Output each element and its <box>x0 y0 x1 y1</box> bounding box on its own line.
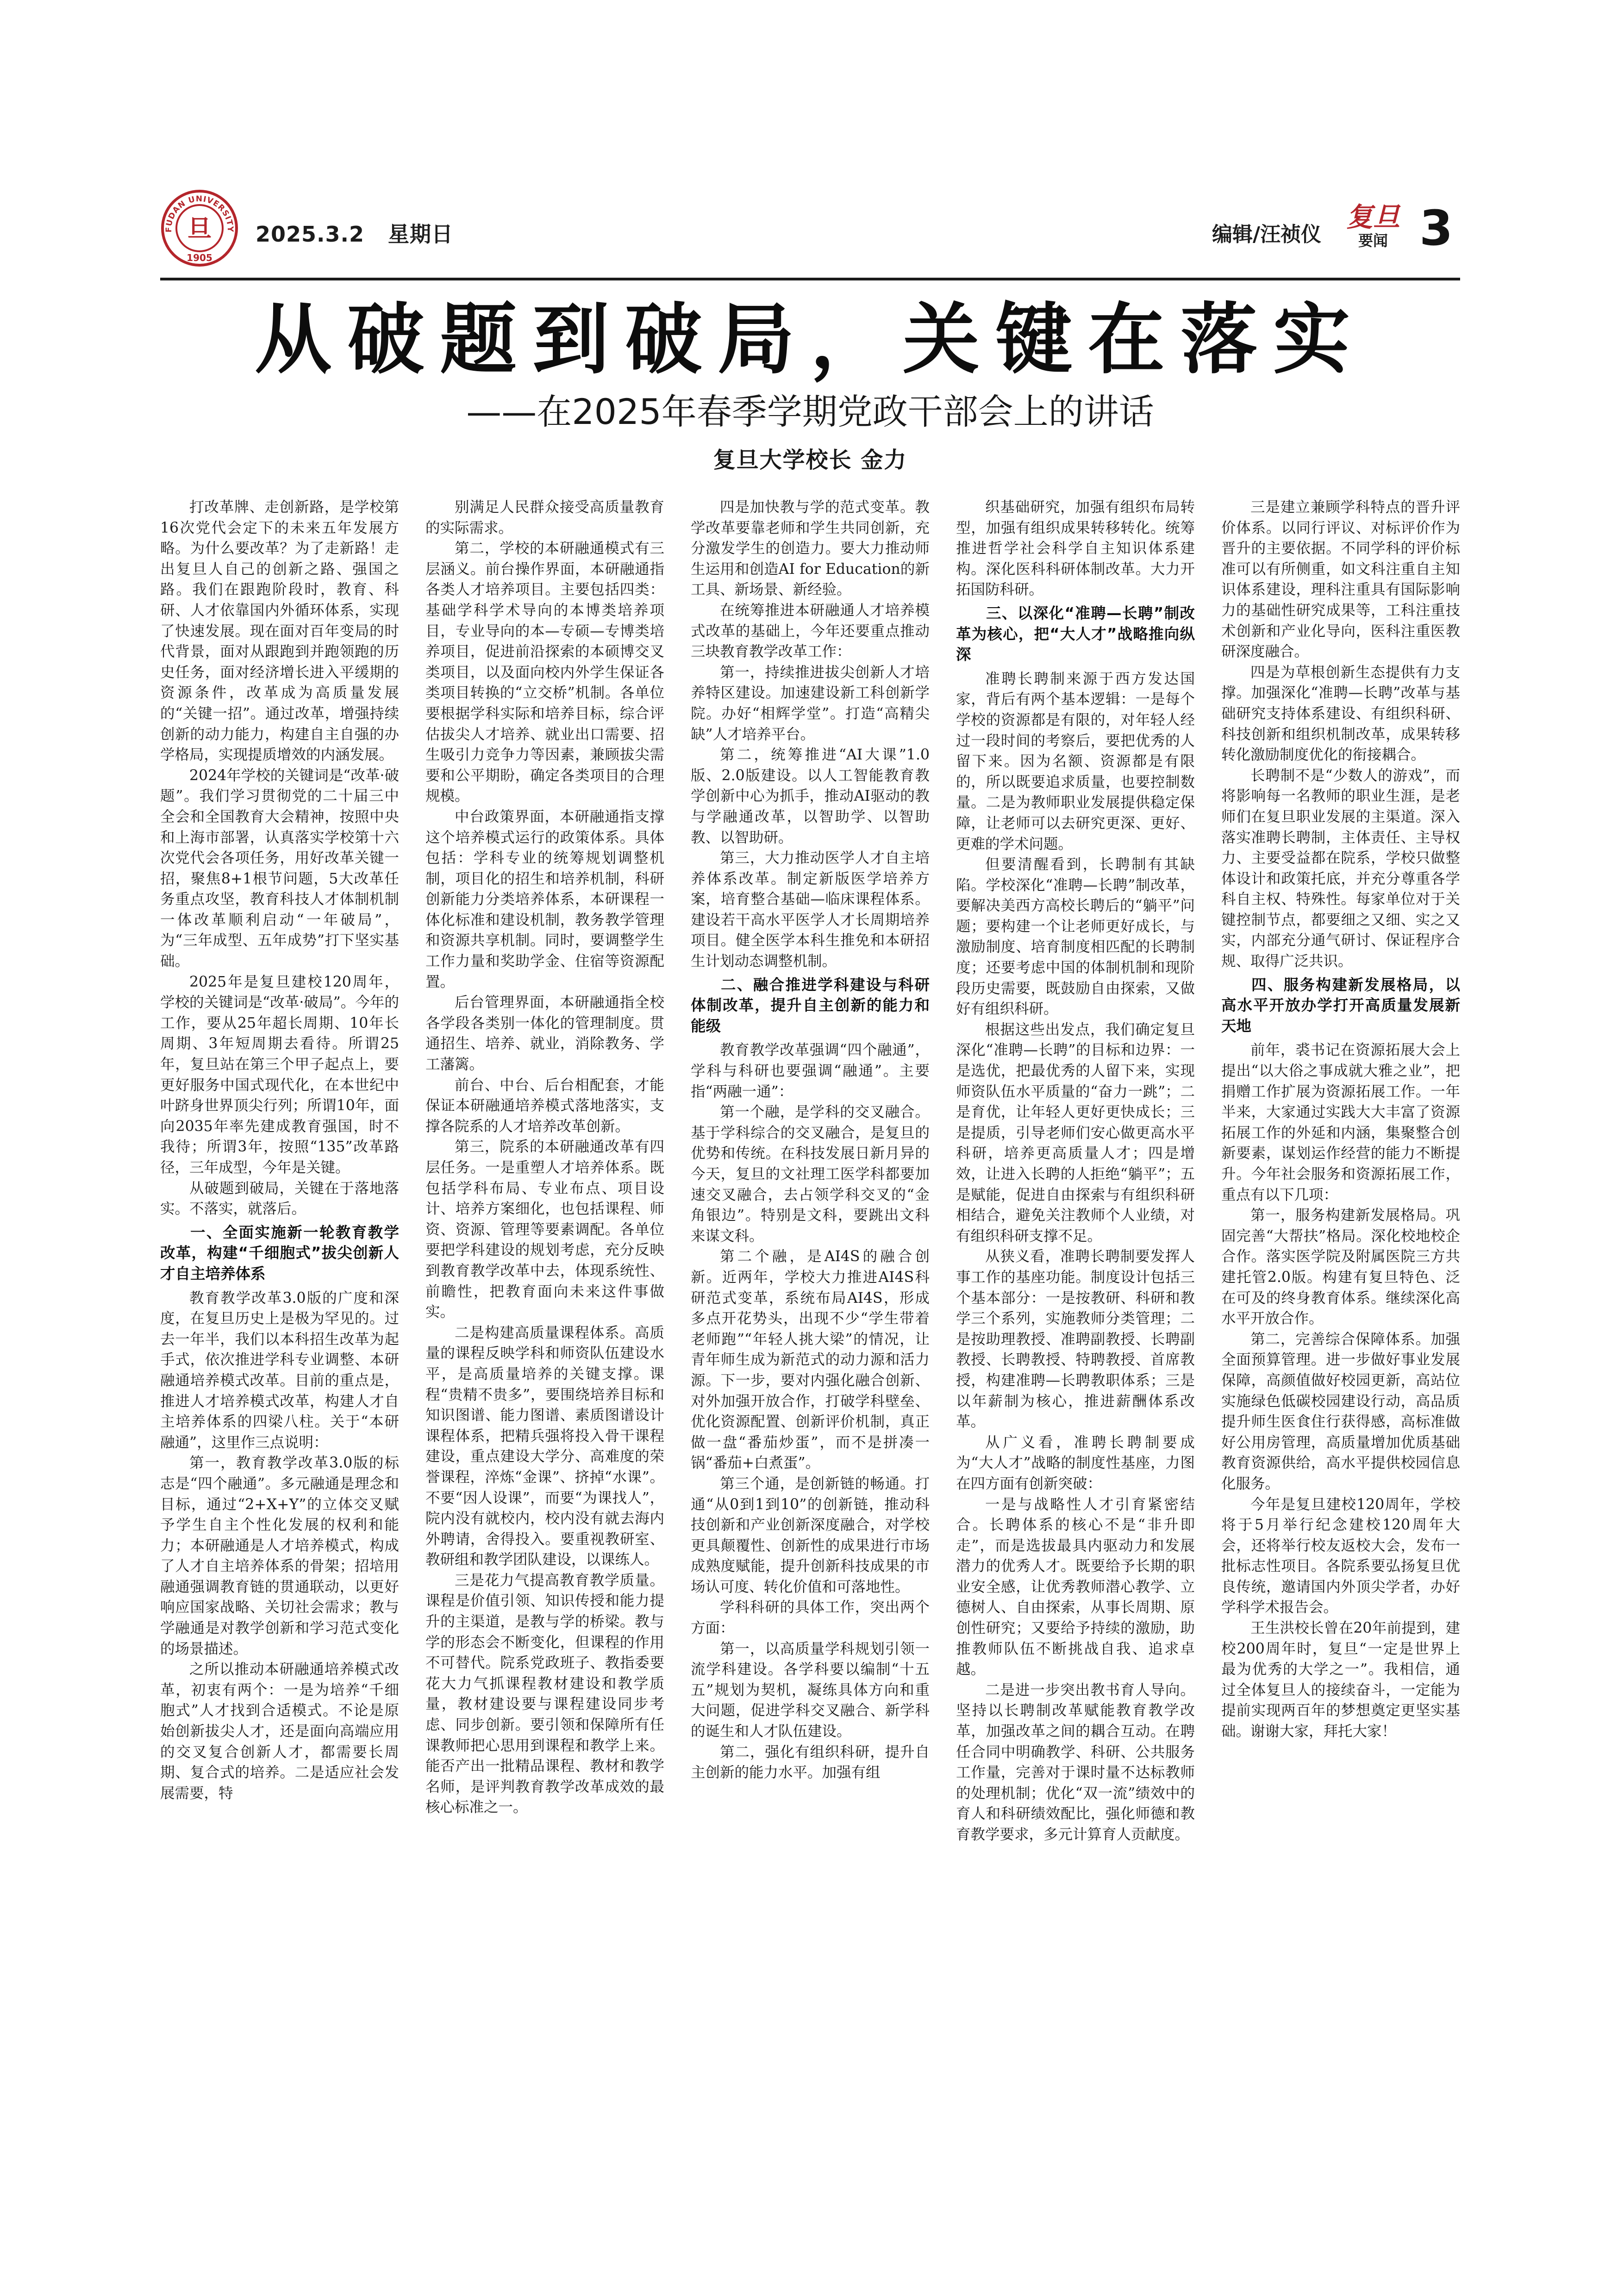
paragraph: 第二，学校的本研融通模式有三层涵义。前台操作界面，本研融通指各类人才培养项目。主要包括四类：基础学科学术导向的本博类培养项目，专业导向的本—专硕—专博类培养项目，促进前沿探索的本硕博交叉类项目，以及面向校内外学生保证各类项目转换的“立交桥”机制。各单位要根据学科实际和培养目标，综合评估拔尖人才培养、就业出口需要、招生吸引力竞争力等因素，兼顾拔尖需要和公平期盼，确定各类项目的合理规模。 <box>425 540 664 805</box>
issue-date <box>256 218 453 248</box>
paragraph: 从广义看，准聘长聘制要成为“大人才”战略的制度性基座，力图在四方面有创新突破： <box>956 1434 1195 1492</box>
paragraph: 第三，院系的本研融通改革有四层任务。一是重塑人才培养体系。既包括学科布局、专业布点、项目设计、培养方案细化，也包括课程、师资、资源、管理等要素调配。各单位要把学科建设的规划考虑，充分反映到教育教学改革中去，体现系统性、前瞻性，把教育面向未来这件事做实。 <box>425 1139 664 1321</box>
editor-credit: 编辑/汪祯仪 <box>1212 223 1322 246</box>
paragraph: 学科科研的具体工作，突出两个方面： <box>691 1599 930 1637</box>
article-column-3 <box>691 497 930 2108</box>
paragraph: 教育教学改革3.0版的广度和深度，在复旦历史上是极为罕见的。过去一年半，我们以本科招生改革为起手式，依次推进学科专业调整、本研融通培养模式改革。目前的重点是，推进人才培养模式改革，构建人才自主培养体系的四梁八柱。关于“本研融通”，这里作三点说明： <box>160 1289 399 1451</box>
paragraph: 第二个融，是AI4S的融合创新。近两年，学校大力推进AI4S科研范式变革，系统布局AI4S，形成多点开花势头，出现不少“学生带着老师跑”“年轻人挑大梁”的情况，让青年师生成为新范式的动力源和活力源。下一步，要对内强化融合创新、对外加强开放合作，打破学科壁垒、优化资源配置、创新评价机制，真正做一盘“番茄炒蛋”，而不是拼凑一锅“番茄+白煮蛋”。 <box>691 1248 930 1472</box>
masthead <box>160 189 1460 277</box>
paragraph: 教育教学改革强调“四个融通”，学科与科研也要强调“融通”。主要指“两融一通”： <box>691 1042 930 1100</box>
paragraph: 在统筹推进本研融通人才培养模式改革的基础上，今年还要重点推动三块教育教学改革工作： <box>691 602 930 660</box>
paragraph: 中台政策界面，本研融通指支撑这个培养模式运行的政策体系。具体包括：学科专业的统筹规划调整机制，项目化的招生和培养机制，科研创新能力分类培养体系，本研课程一体化标准和建设机制，教务教学管理和资源共享机制。同时，要调整学生工作力量和奖助学金、住宿等资源配置。 <box>425 808 664 990</box>
paragraph: 二是进一步突出教书育人导向。坚持以长聘制改革赋能教育教学改革，加强改革之间的耦合互动。在聘任合同中明确教学、科研、公共服务工作量，完善对于课时量不达标教师的处理机制；优化“双一流”绩效中的育人和科研绩效配比，强化师德和教育教学要求，多元计算育人贡献度。 <box>956 1681 1195 1843</box>
paragraph: 第二，统筹推进“AI大课”1.0版、2.0版建设。以人工智能教育教学创新中心为抓手，推动AI驱动的教与学融通改革，以智助学、以智助教、以智助研。 <box>691 747 930 846</box>
article-column-1 <box>160 497 399 2108</box>
paragraph: 第二，完善综合保障体系。加强全面预算管理。进一步做好事业发展保障，高颜值做好校园更新，高站位实施绿色低碳校园建设行动，高品质提升师生医食住行获得感，高标准做好公用房管理，高质量增加优质基础教育资源供给，高水平提供校园信息化服务。 <box>1221 1331 1460 1492</box>
paragraph: 三是花力气提高教育教学质量。课程是价值引领、知识传授和能力提升的主渠道，是教与学的桥梁。教与学的形态会不断变化，但课程的作用不可替代。院系党政班子、教指委要花大力气抓课程教材建设和教学质量，教材建设要与课程建设同步考虑、同步创新。要引领和保障所有任课教师把心思用到课程和教学上来。能否产出一批精品课程、教材和教学名师，是评判教育教学改革成效的最核心标准之一。 <box>425 1572 664 1816</box>
paragraph: 根据这些出发点，我们确定复旦深化“准聘—长聘”的目标和边界：一是选优，把最优秀的人留下来，实现师资队伍水平质量的“奋力一跳”；二是育优，让年轻人更好更快成长；三是提质，引导老师们安心做更高水平科研，培养更高质量人才；四是增效，让进入长聘的人拒绝“躺平”；五是赋能，促进自由探索与有组织科研相结合，避免关注教师个人业绩，对有组织科研支撑不足。 <box>956 1021 1195 1244</box>
weekday-value: 星期日 <box>388 222 454 247</box>
section-heading: 四、服务构建新发展格局，以高水平开放办学打开高质量发展新天地 <box>1221 976 1460 1035</box>
section-heading: 一、全面实施新一轮教育教学改革，构建“千细胞式”拔尖创新人才自主培养体系 <box>160 1223 399 1282</box>
section-name: 要闻 <box>1358 232 1388 249</box>
article-byline: 复旦大学校长 金力 <box>713 447 907 473</box>
paragraph: 后台管理界面，本研融通指全校各学段各类别一体化的管理制度。贯通招生、培养、就业，消除教务、学工藩篱。 <box>425 994 664 1073</box>
paragraph: 前台、中台、后台相配套，才能保证本研融通培养模式落地落实，支撑各院系的人才培养改革创新。 <box>425 1076 664 1135</box>
paragraph: 2024年学校的关键词是“改革·破题”。我们学习贯彻党的二十届三中全会和全国教育大会精神，按照中央和上海市部署，认真落实学校第十六次党代会各项任务，用好改革关键一招，聚焦8+1根节问题，5大改革任务重点攻坚，教育科技人才体制机制一体改革顺利启动“一年破局”，为“三年成型、五年成势”打下坚实基础。 <box>160 767 399 970</box>
section-brand <box>1345 203 1401 250</box>
paragraph: 但要清醒看到，长聘制有其缺陷。学校深化“准聘—长聘”制改革，要解决美西方高校长聘后的“躺平”问题；要构建一个让老师更好成长，与激励制度、培育制度相匹配的长聘制度；还要考虑中国的体制机制和现阶段历史需要，既鼓励自由探索，又做好有组织科研。 <box>956 856 1195 1018</box>
paragraph: 四是为草根创新生态提供有力支撑。加强深化“准聘—长聘”改革与基础研究支持体系建设、有组织科研、科技创新和组织机制改革，成果转移转化激励制度优化的衔接耦合。 <box>1221 664 1460 764</box>
paragraph: 织基础研究，加强有组织布局转型，加强有组织成果转移转化。统筹推进哲学社会科学自主知识体系建构。深化医科科研体制改革。大力开拓国防科研。 <box>956 499 1195 598</box>
paragraph: 长聘制不是“少数人的游戏”，而将影响每一名教师的职业生涯，是老师们在复旦职业发展的主渠道。深入落实准聘长聘制，主体责任、主导权力、主要受益都在院系，学校只做整体设计和政策托底，并充分尊重各学科自主权、特殊性。每家单位对于关键控制节点，都要细之又细、实之又实，内部充分通气研讨、保证程序合规、取得广泛共识。 <box>1221 767 1460 970</box>
svg-text:FUDAN UNIVERSITY: FUDAN UNIVERSITY <box>164 194 235 233</box>
article-title: 从破题到破局，关键在落实 <box>255 295 1366 385</box>
paragraph: 三是建立兼顾学科特点的晋升评价体系。以同行评议、对标评价作为晋升的主要依据。不同学科的评价标准可以有所侧重，如文科注重自主知识体系建设，理科注重具有国际影响力的基础性研究成果等，工科注重技术创新和产业化导向，医科注重医教研深度融合。 <box>1221 499 1460 660</box>
paragraph: 第二，强化有组织科研，提升自主创新的能力水平。加强有组 <box>691 1743 930 1781</box>
section-heading: 三、以深化“准聘—长聘”制改革为核心，把“大人才”战略推向纵深 <box>956 604 1195 664</box>
paragraph: 第一，持续推进拔尖创新人才培养特区建设。加速建设新工科创新学院。办好“相辉学堂”。打造“高精尖缺”人才培养平台。 <box>691 664 930 743</box>
page-number: 3 <box>1419 200 1453 256</box>
paragraph: 第一，服务构建新发展格局。巩固完善“大帮扶”格局。深化校地校企合作。落实医学院及附属医院三方共建托管2.0版。构建有复旦特色、泛在可及的终身教育体系。继续深化高水平开放合作。 <box>1221 1207 1460 1327</box>
paragraph: 四是加快教与学的范式变革。教学改革要靠老师和学生共同创新，充分激发学生的创造力。要大力推动师生运用和创造AI for Education的新工具、新场景、新经验。 <box>691 499 930 598</box>
paragraph: 第一，教育教学改革3.0版的标志是“四个融通”。多元融通是理念和目标，通过“2+X+Y”的立体交叉赋予学生自主个性化发展的权利和能力；本研融通是人才培养模式，构成了人才自主培养体系的骨架；招培用融通强调教育链的贯通联动，以更好响应国家战略、关切社会需求；教与学融通是对教学创新和学习范式变化的场景描述。 <box>160 1455 399 1657</box>
paragraph: 第三，大力推动医学人才自主培养体系改革。制定新版医学培养方案，培育整合基础—临床课程体系。建设若干高水平医学人才长周期培养项目。健全医学本科生推免和本研招生计划动态调整机制。 <box>691 850 930 970</box>
paragraph: 之所以推动本研融通培养模式改革，初衷有两个：一是为培养“千细胞式”人才找到合适模式。不论是原始创新拔尖人才，还是面向高端应用的交叉复合创新人才，都需要长周期、复合式的培养。二是适应社会发展需要，特 <box>160 1661 399 1802</box>
university-seal-icon <box>160 189 239 268</box>
brand-name: 复旦 <box>1346 201 1400 233</box>
section-heading: 二、融合推进学科建设与科研体制改革，提升自主创新的能力和能级 <box>691 976 930 1035</box>
paragraph: 二是构建高质量课程体系。高质量的课程反映学科和师资队伍建设水平，是高质量培养的关键支撑。课程“贵精不贵多”，要围绕培养目标和知识图谱、能力图谱、素质图谱设计课程体系，把精兵强将投入骨干课程建设，重点建设大学分、高难度的荣誉课程，淬炼“金课”、挤掉“水课”。不要“因人设课”，而要“为课找人”，院内没有就校内，校内没有就去海内外聘请，舍得投入。要重视教研室、教研组和教学团队建设，以课练人。 <box>425 1324 664 1568</box>
article-column-5 <box>1221 497 1460 2108</box>
svg-text:旦: 旦 <box>187 215 212 243</box>
paragraph: 从破题到破局，关键在于落地落实。不落实，就落后。 <box>160 1180 399 1218</box>
paragraph: 第三个通，是创新链的畅通。打通“从0到1到10”的创新链，推动科技创新和产业创新深度融合，对学校更具颠覆性、创新性的成果进行市场成熟度赋能，提升创新科技成果的市场认可度、转化价值和可落地性。 <box>691 1475 930 1595</box>
article-column-4 <box>956 497 1195 2108</box>
paragraph: 今年是复旦建校120周年，学校将于5月举行纪念建校120周年大会，还将举行校友返校大会，发布一批标志性项目。各院系要弘扬复旦优良传统，邀请国内外顶尖学者，办好学科学术报告会。 <box>1221 1496 1460 1616</box>
paragraph: 准聘长聘制来源于西方发达国家，背后有两个基本逻辑：一是每个学校的资源都是有限的，对年轻人经过一段时间的考察后，要把优秀的人留下来。因为名额、资源都是有限的，所以既要追求质量，也要控制数量。二是为教师职业发展提供稳定保障，让老师可以去研究更深、更好、更难的学术问题。 <box>956 670 1195 852</box>
paragraph: 别满足人民群众接受高质量教育的实际需求。 <box>425 499 664 536</box>
paragraph: 第一个融，是学科的交叉融合。基于学科综合的交叉融合，是复旦的优势和传统。在科技发展日新月异的今天，复旦的文社理工医学科都要加速交叉融合，去占领学科交叉的“金角银边”。特别是文科，要跳出文科来谋文科。 <box>691 1104 930 1244</box>
paragraph: 2025年是复旦建校120周年，学校的关键词是“改革·破局”。今年的工作，要从25年超长周期、10年长周期、3年短周期去看待。所谓25年，复旦站在第三个甲子起点上，要更好服务中国式现代化，在本世纪中叶跻身世界顶尖行列；所谓10年，面向2035年率先建成教育强国，时不我待；所谓3年，按照“135”改革路径，三年成型，今年是关键。 <box>160 973 399 1176</box>
paragraph: 王生洪校长曾在20年前提到，建校200周年时，复旦“一定是世界上最为优秀的大学之一”。我相信，通过全体复旦人的接续奋斗，一定能为提前实现两百年的梦想奠定更坚实基础。谢谢大家，拜托大家！ <box>1221 1620 1460 1740</box>
paragraph: 打改革牌、走创新路，是学校第16次党代会定下的未来五年发展方略。为什么要改革？为了走新路！走出复旦人自己的创新之路、强国之路。我们在跟跑阶段时，教育、科研、人才依靠国内外循环体系，实现了快速发展。现在面对百年变局的时代背景，面对从跟跑到并跑领跑的历史任务，面对经济增长进入平缓期的资源条件，改革成为高质量发展的“关键一招”。通过改革，增强持续创新的动力能力，构建自主自强的办学格局，实现提质增效的内涵发展。 <box>160 499 399 764</box>
date-value: 2025.3.2 <box>256 222 364 247</box>
paragraph: 前年，裘书记在资源拓展大会上提出“以大俗之事成就大雅之业”，把捐赠工作扩展为资源拓展工作。一年半来，大家通过实践大大丰富了资源拓展工作的外延和内涵，集聚整合创新要素，谋划运作经营的能力不断提升。今年社会服务和资源拓展工作，重点有以下几项： <box>1221 1042 1460 1203</box>
article-column-2 <box>425 497 664 2108</box>
paragraph: 从狭义看，准聘长聘制要发挥人事工作的基座功能。制度设计包括三个基本部分：一是按教研、科研和教学三个系列，实施教师分类管理；二是按助理教授、准聘副教授、长聘副教授、长聘教授、特聘教授、首席教授，构建准聘—长聘教职体系；三是以年薪制为核心，推进薪酬体系改革。 <box>956 1248 1195 1431</box>
paragraph: 一是与战略性人才引育紧密结合。长聘体系的核心不是“非升即走”，而是选拔最具内驱动力和发展潜力的优秀人才。既要给予长期的职业安全感，让优秀教师潜心教学、立德树人、自由探索，从事长周期、原创性研究；又要给予持续的激励，助推教师队伍不断挑战自我、追求卓越。 <box>956 1496 1195 1678</box>
svg-text:1905: 1905 <box>187 252 212 263</box>
paragraph: 第一，以高质量学科规划引领一流学科建设。各学科要以编制“十五五”规划为契机，凝练具体方向和重大问题，促进学科交叉融合、新学科的诞生和人才队伍建设。 <box>691 1640 930 1740</box>
article-subtitle: ——在2025年春季学期党政干部会上的讲话 <box>466 391 1154 432</box>
header-divider <box>160 278 1460 280</box>
